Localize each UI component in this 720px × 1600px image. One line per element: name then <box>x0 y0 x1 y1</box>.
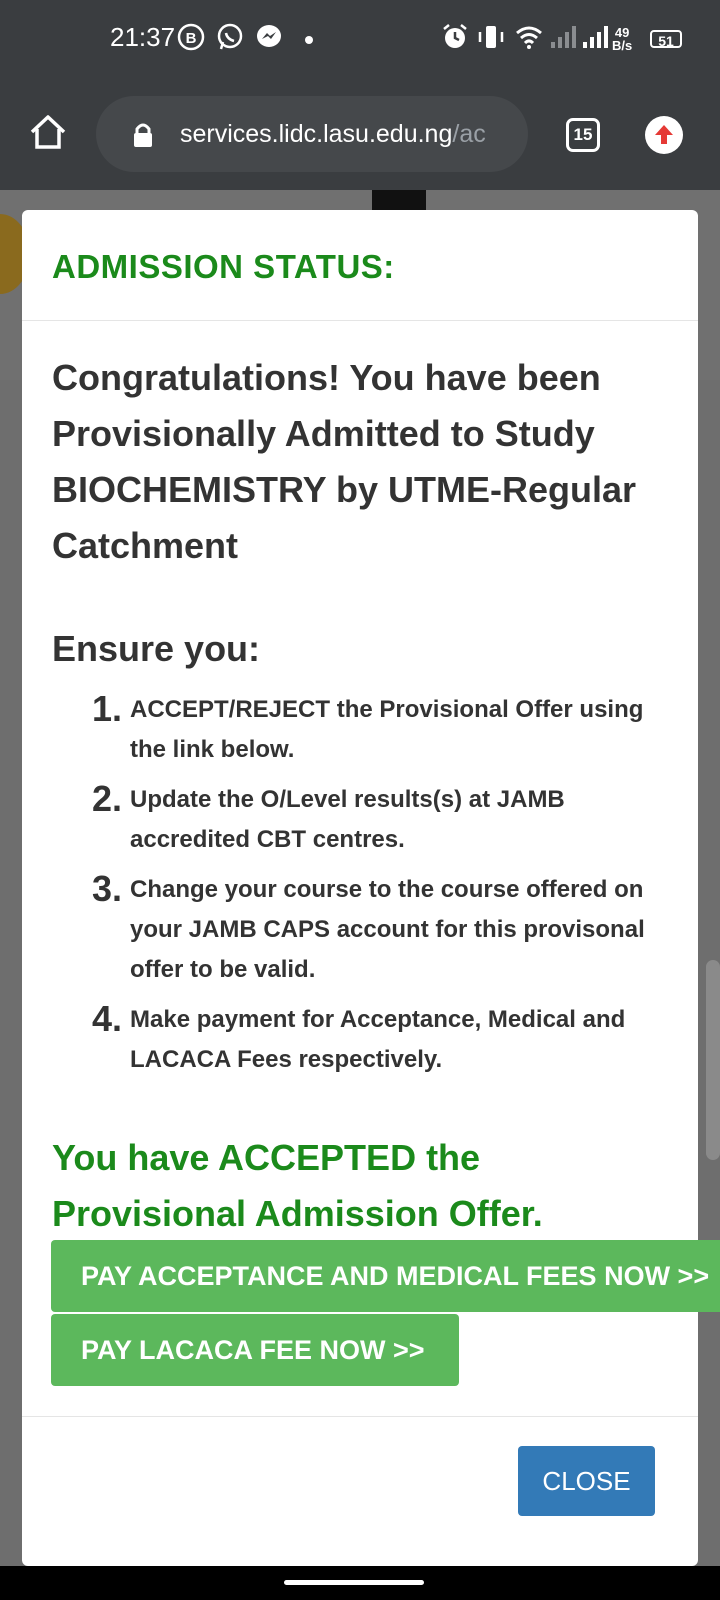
signal-strong-icon <box>580 22 610 52</box>
wifi-icon <box>514 22 544 52</box>
ensure-heading: Ensure you: <box>52 628 261 669</box>
list-item <box>52 870 672 990</box>
step-number: 2. <box>92 778 123 819</box>
page-scrollbar[interactable] <box>706 960 720 1160</box>
step-text: Update the O/Level results(s) at JAMB accredited CBT centres. <box>130 786 565 853</box>
notification-dot <box>305 36 313 44</box>
close-button[interactable]: CLOSE <box>518 1446 655 1516</box>
network-speed <box>612 26 632 52</box>
messenger-icon <box>254 22 284 52</box>
modal-header-divider <box>22 320 698 321</box>
list-item <box>52 690 672 770</box>
svg-text:B: B <box>185 30 197 47</box>
admission-message: Congratulations! You have been Provisionally Admitted to Study BIOCHEMISTRY by UTME-Regular Catchment <box>52 357 637 566</box>
step-text: Change your course to the course offered on your JAMB CAPS account for this provisonal offer to be valid. <box>130 876 645 983</box>
pay-acceptance-medical-fees-button[interactable]: PAY ACCEPTANCE AND MEDICAL FEES NOW >> <box>51 1240 720 1312</box>
step-number: 1. <box>92 688 123 729</box>
arrow-up-icon <box>645 116 683 154</box>
lock-icon <box>132 122 154 148</box>
gesture-handle[interactable] <box>284 1580 424 1585</box>
step-text: Make payment for Acceptance, Medical and LACACA Fees respectively. <box>130 1006 626 1073</box>
status-bar <box>0 0 720 80</box>
modal-footer-divider <box>22 1416 698 1417</box>
list-item <box>52 780 672 860</box>
instructions-list <box>52 690 672 1090</box>
accepted-status-text: You have ACCEPTED the Provisional Admission Offer. <box>52 1137 543 1234</box>
modal-title: ADMISSION STATUS: <box>52 248 395 285</box>
alarm-icon <box>440 22 470 52</box>
vibrate-icon <box>476 22 506 52</box>
clock: 21:37 <box>110 22 176 52</box>
url-path: /ac <box>452 120 486 148</box>
url-domain: services.lidc.lasu.edu.ng <box>180 120 453 148</box>
step-number: 4. <box>92 998 123 1039</box>
signal-weak-icon <box>548 22 578 52</box>
step-number: 3. <box>92 868 123 909</box>
battery-indicator: 51 <box>650 30 682 48</box>
speed-value: 49 <box>614 25 630 40</box>
whatsapp-icon <box>215 22 245 52</box>
url-text[interactable] <box>180 120 520 149</box>
home-icon[interactable] <box>28 112 68 152</box>
step-text: ACCEPT/REJECT the Provisional Offer using the link below. <box>130 696 644 763</box>
list-item <box>52 1000 672 1080</box>
pay-lacaca-fee-button[interactable]: PAY LACACA FEE NOW >> <box>51 1314 459 1386</box>
speed-unit: B/s <box>612 38 633 53</box>
b-app-icon <box>176 22 206 52</box>
update-button[interactable] <box>645 116 683 154</box>
tab-switcher-button[interactable]: 15 <box>566 118 600 152</box>
